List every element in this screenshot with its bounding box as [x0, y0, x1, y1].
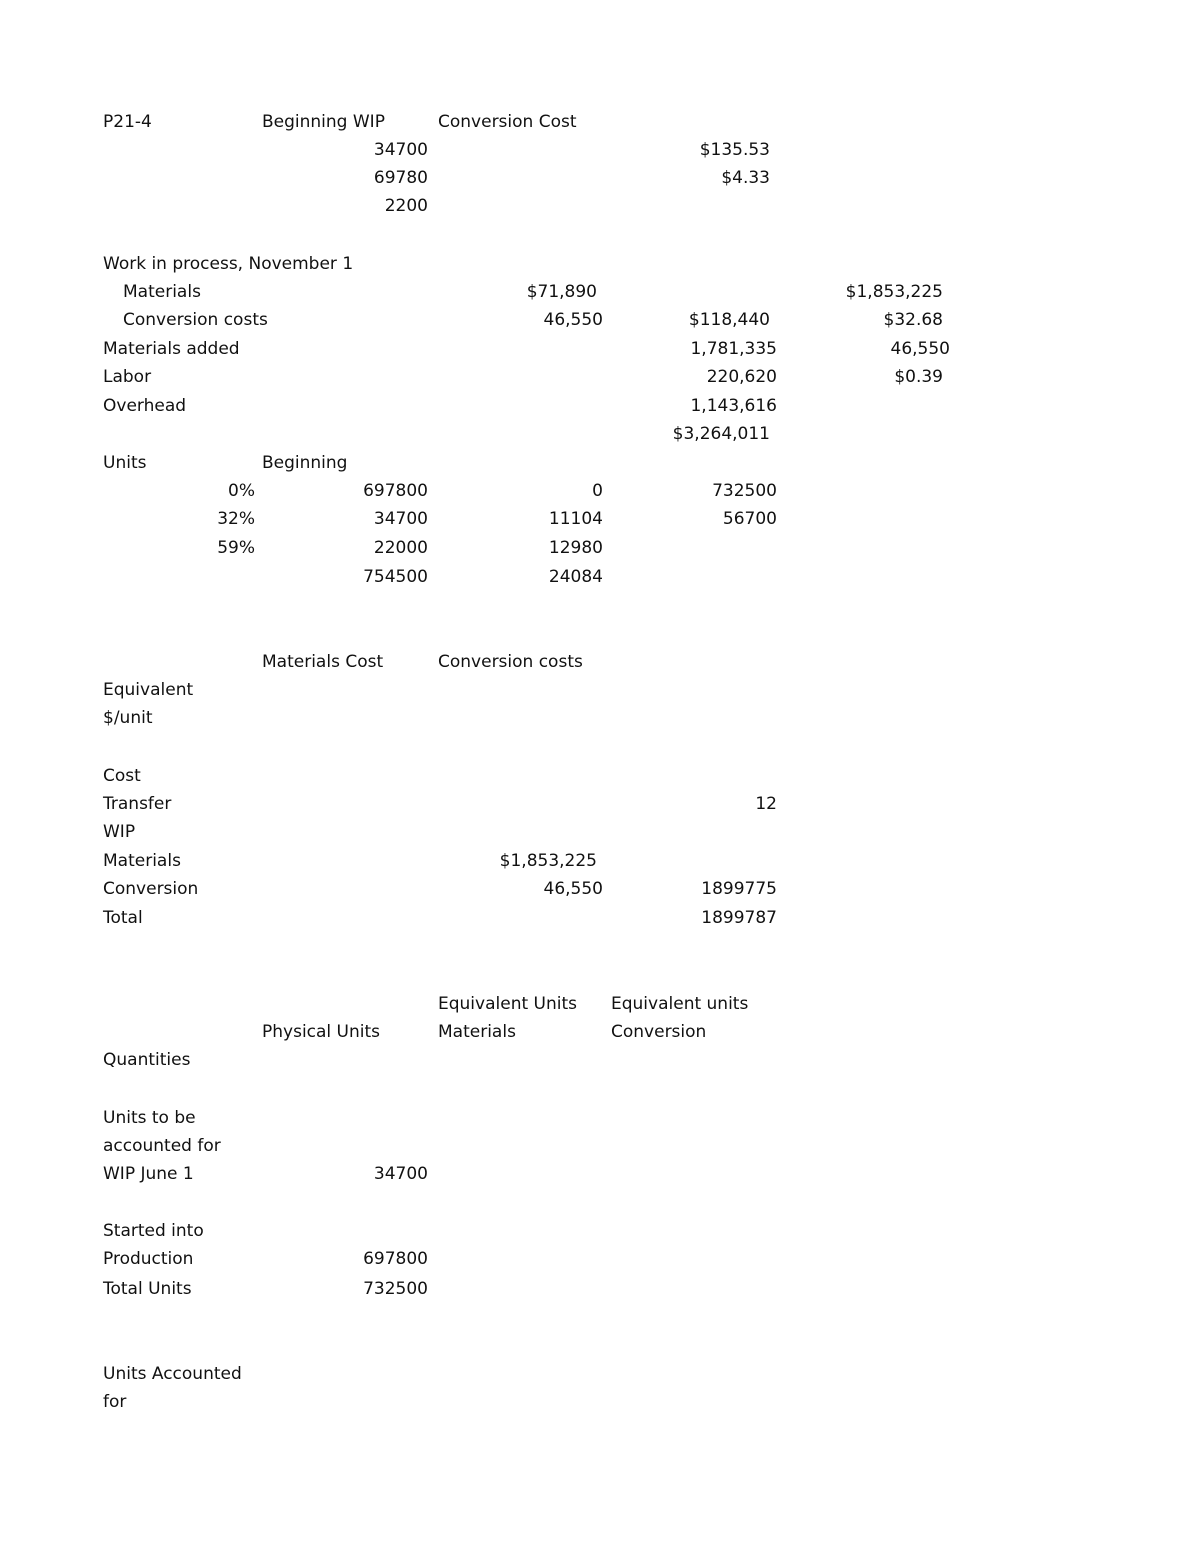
equiv-total: 24084 [548, 567, 603, 587]
per-unit-label: $/unit [103, 708, 153, 728]
wip-june-label: WIP June 1 [103, 1164, 194, 1184]
cost-materials-label: Materials [103, 851, 181, 871]
cost-label: Cost [103, 766, 141, 786]
side-value: $1,853,225 [845, 282, 943, 302]
cost-value: $4.33 [721, 168, 770, 188]
units-accounted-line2: for [103, 1392, 127, 1412]
labor-value: 220,620 [706, 367, 777, 387]
problem-label: P21-4 [103, 112, 152, 132]
equiv-cell: 11104 [548, 509, 603, 529]
started-line2: Production [103, 1249, 194, 1269]
beginning-cell: 22000 [373, 538, 428, 558]
percent-cell: 59% [217, 538, 255, 558]
wip-section-title: Work in process, November 1 [103, 254, 354, 274]
side-value: $32.68 [883, 310, 943, 330]
cost-value: $135.53 [699, 140, 770, 160]
cost-total-label: Total [103, 908, 143, 928]
cost-conversion-total: 1899775 [701, 879, 777, 899]
quantities-label: Quantities [103, 1050, 191, 1070]
wip-materials-label: Materials [123, 282, 201, 302]
side-value: $0.39 [894, 367, 943, 387]
total-units-label: Total Units [103, 1279, 192, 1299]
wip-june-value: 34700 [373, 1164, 428, 1184]
cost-wip-label: WIP [103, 822, 136, 842]
units-to-be-line1: Units to be [103, 1108, 196, 1128]
cost-conversion-label: Conversion [103, 879, 199, 899]
wip-materials-value: $71,890 [526, 282, 597, 302]
beginning-wip-header: Beginning WIP [262, 112, 385, 132]
started-line1: Started into [103, 1221, 204, 1241]
extra-cell: 732500 [712, 481, 777, 501]
beginning-total: 754500 [363, 567, 428, 587]
equiv-units-materials-header-line2: Materials [438, 1022, 516, 1042]
physical-units-header: Physical Units [262, 1022, 381, 1042]
materials-added-label: Materials added [103, 339, 240, 359]
labor-label: Labor [103, 367, 152, 387]
conversion-cost-header: Conversion Cost [438, 112, 577, 132]
units-label: Units [103, 453, 147, 473]
wip-conversion-label: Conversion costs [123, 310, 268, 330]
equiv-units-conversion-header-line1: Equivalent units [611, 994, 749, 1014]
total-units-value: 732500 [363, 1279, 428, 1299]
cost-total-value: 1899787 [701, 908, 777, 928]
beginning-cell: 34700 [373, 509, 428, 529]
transfer-label: Transfer [103, 794, 172, 814]
started-value: 697800 [363, 1249, 428, 1269]
side-value: 46,550 [890, 339, 950, 359]
cost-conversion-value: 46,550 [543, 879, 603, 899]
wip-total-value: $3,264,011 [672, 424, 770, 444]
equivalent-label: Equivalent [103, 680, 194, 700]
wip-subtotal: $118,440 [688, 310, 770, 330]
overhead-value: 1,143,616 [690, 396, 777, 416]
wip-conversion-value: 46,550 [543, 310, 603, 330]
overhead-label: Overhead [103, 396, 187, 416]
extra-cell: 56700 [722, 509, 777, 529]
wip-value: 2200 [384, 196, 428, 216]
beginning-label: Beginning [262, 453, 348, 473]
equiv-units-conversion-header-line2: Conversion [611, 1022, 707, 1042]
wip-value: 69780 [373, 168, 428, 188]
cost-materials-value: $1,853,225 [499, 851, 597, 871]
materials-added-value: 1,781,335 [690, 339, 777, 359]
percent-cell: 32% [217, 509, 255, 529]
percent-cell: 0% [228, 481, 255, 501]
equiv-units-materials-header-line1: Equivalent Units [438, 994, 577, 1014]
equiv-cell: 12980 [548, 538, 603, 558]
conversion-costs-header: Conversion costs [438, 652, 583, 672]
beginning-cell: 697800 [363, 481, 428, 501]
units-to-be-line2: accounted for [103, 1136, 221, 1156]
wip-value: 34700 [373, 140, 428, 160]
materials-cost-header: Materials Cost [262, 652, 384, 672]
units-accounted-line1: Units Accounted [103, 1364, 242, 1384]
transfer-value: 12 [755, 794, 777, 814]
equiv-cell: 0 [592, 481, 603, 501]
